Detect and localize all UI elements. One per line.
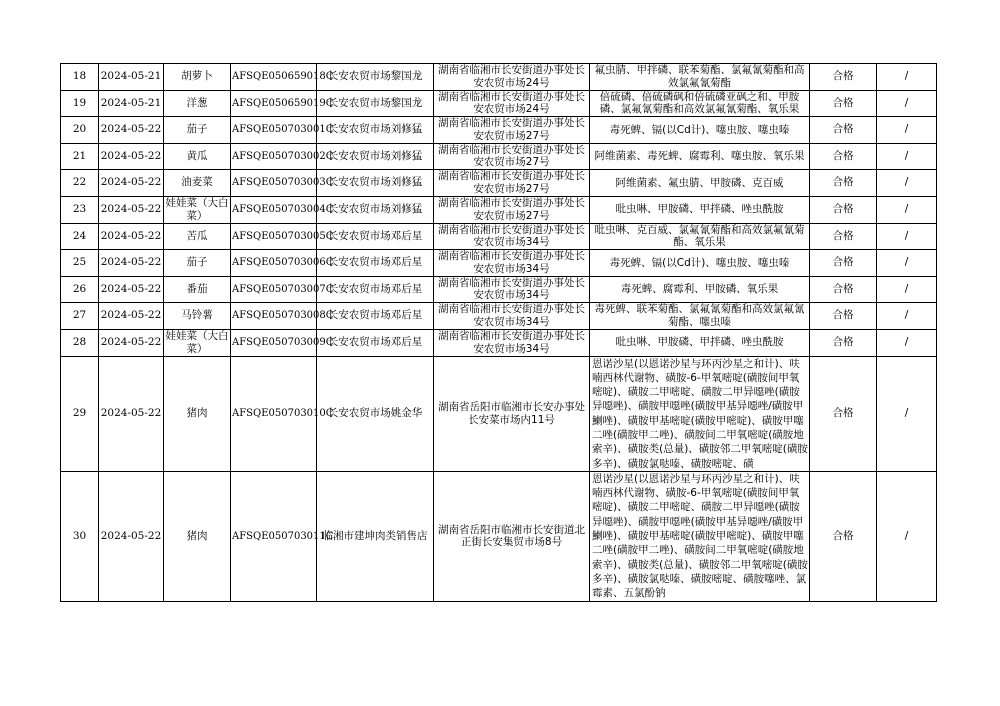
sample-code: AFSQE050703006C (231, 250, 317, 277)
food-name: 茄子 (164, 117, 231, 144)
remark: / (877, 64, 937, 91)
sample-date: 2024-05-22 (99, 329, 164, 356)
row-number: 28 (61, 329, 99, 356)
test-items: 倍硫磷、倍硫磷砜和倍硫磷亚砜之和、甲胺磷、氯氟氰菊酯和高效氯氟氰菊酯、氧乐果 (590, 90, 810, 117)
vendor-address: 湖南省临湘市长安街道办事处长安农贸市场34号 (434, 223, 590, 250)
row-number: 30 (61, 471, 99, 601)
table-row (61, 64, 937, 91)
table-row (61, 329, 937, 356)
test-items: 吡虫啉、甲胺磷、甲拌磷、唑虫酰胺 (590, 196, 810, 223)
remark: / (877, 471, 937, 601)
market-vendor: 长安农贸市场邓后星 (317, 303, 434, 330)
vendor-address: 湖南省临湘市长安街道办事处长安农贸市场34号 (434, 250, 590, 277)
row-number: 25 (61, 250, 99, 277)
inspection-results-table (60, 63, 937, 602)
market-vendor: 临湘市建坤肉类销售店 (317, 471, 434, 601)
market-vendor: 长安农贸市场刘修猛 (317, 196, 434, 223)
table-row (61, 303, 937, 330)
sample-code: AFSQE050703011C (231, 471, 317, 601)
row-number: 19 (61, 90, 99, 117)
test-result: 合格 (810, 64, 877, 91)
remark: / (877, 90, 937, 117)
food-name: 猪肉 (164, 356, 231, 471)
sample-date: 2024-05-22 (99, 170, 164, 197)
market-vendor: 长安农贸市场刘修猛 (317, 143, 434, 170)
test-result: 合格 (810, 170, 877, 197)
market-vendor: 长安农贸市场邓后星 (317, 223, 434, 250)
test-result: 合格 (810, 303, 877, 330)
sample-code: AFSQE050703004C (231, 196, 317, 223)
food-name: 胡萝卜 (164, 64, 231, 91)
test-items: 阿维菌素、毒死蜱、腐霉利、噻虫胺、氧乐果 (590, 143, 810, 170)
food-name: 茄子 (164, 250, 231, 277)
sample-date: 2024-05-22 (99, 471, 164, 601)
test-result: 合格 (810, 276, 877, 303)
vendor-address: 湖南省临湘市长安街道办事处长安农贸市场34号 (434, 303, 590, 330)
sample-date: 2024-05-22 (99, 223, 164, 250)
sample-date: 2024-05-22 (99, 303, 164, 330)
food-name: 油麦菜 (164, 170, 231, 197)
remark: / (877, 250, 937, 277)
sample-code: AFSQE050703002C (231, 143, 317, 170)
vendor-address: 湖南省岳阳市临湘市长安街道北正街长安集贸市场8号 (434, 471, 590, 601)
food-name: 猪肉 (164, 471, 231, 601)
sample-date: 2024-05-22 (99, 143, 164, 170)
table-row (61, 117, 937, 144)
market-vendor: 长安农贸市场黎国龙 (317, 64, 434, 91)
test-result: 合格 (810, 196, 877, 223)
sample-code: AFSQE050659018C (231, 64, 317, 91)
table-row (61, 250, 937, 277)
row-number: 29 (61, 356, 99, 471)
sample-date: 2024-05-22 (99, 117, 164, 144)
market-vendor: 长安农贸市场姚金华 (317, 356, 434, 471)
test-result: 合格 (810, 329, 877, 356)
food-name: 黄瓜 (164, 143, 231, 170)
food-name: 娃娃菜（大白菜） (165, 196, 229, 222)
remark: / (877, 329, 937, 356)
table-row (61, 90, 937, 117)
table-row (61, 170, 937, 197)
market-vendor: 长安农贸市场刘修猛 (317, 117, 434, 144)
vendor-address: 湖南省临湘市长安街道办事处长安农贸市场27号 (434, 143, 590, 170)
sample-date: 2024-05-22 (99, 250, 164, 277)
market-vendor: 长安农贸市场邓后星 (317, 329, 434, 356)
row-number: 23 (61, 196, 99, 223)
sample-code: AFSQE050659019C (231, 90, 317, 117)
food-name: 马铃薯 (164, 303, 231, 330)
remark: / (877, 117, 937, 144)
table-row (61, 276, 937, 303)
remark: / (877, 196, 937, 223)
vendor-address: 湖南省临湘市长安街道办事处长安农贸市场27号 (434, 117, 590, 144)
market-vendor: 长安农贸市场黎国龙 (317, 90, 434, 117)
test-items: 毒死蜱、镉(以Cd计)、噻虫胺、噻虫嗪 (590, 250, 810, 277)
table-row (61, 356, 937, 471)
row-number: 21 (61, 143, 99, 170)
sample-date: 2024-05-22 (99, 196, 164, 223)
test-items: 毒死蜱、腐霉利、甲胺磷、氧乐果 (590, 276, 810, 303)
sample-code: AFSQE050703007C (231, 276, 317, 303)
sample-code: AFSQE050703010C (231, 356, 317, 471)
test-items: 恩诺沙星(以恩诺沙星与环丙沙星之和计)、呋喃西林代谢物、磺胺-6-甲氧嘧啶(磺胺间甲氧嘧啶)、磺胺二甲嘧啶、磺胺二甲异噁唑(磺胺异噁唑)、磺胺甲噁唑(磺胺甲基异噁唑/磺胺甲鯻唑)、磺胺甲基嘧啶(磺胺甲嘧啶)、磺胺甲噻二唑(磺胺甲二唑)、磺胺间二甲氧嘧啶(磺胺地索辛)、磺胺类(总量)、磺胺邻二甲氧嘧啶(磺胺多辛)、磺胺氯哒嗪、磺胺嘧啶、磺胺噻唑、氯霉素、五氯酚钠 (590, 471, 810, 601)
test-result: 合格 (810, 143, 877, 170)
table-row (61, 223, 937, 250)
sample-date: 2024-05-21 (99, 90, 164, 117)
row-number: 20 (61, 117, 99, 144)
row-number: 27 (61, 303, 99, 330)
test-items: 毒死蜱、联苯菊酯、氯氟氰菊酯和高效氯氟氰菊酯、噻虫嗪 (590, 303, 810, 330)
vendor-address: 湖南省临湘市长安街道办事处长安农贸市场34号 (434, 329, 590, 356)
test-result: 合格 (810, 471, 877, 601)
test-items: 吡虫啉、克百威、氯氟氰菊酯和高效氯氟氰菊酯、氧乐果 (590, 223, 810, 250)
vendor-address: 湖南省临湘市长安街道办事处长安农贸市场27号 (434, 196, 590, 223)
table-row (61, 471, 937, 601)
remark: / (877, 303, 937, 330)
row-number: 26 (61, 276, 99, 303)
food-name: 苦瓜 (164, 223, 231, 250)
table-row (61, 196, 937, 223)
vendor-address: 湖南省临湘市长安街道办事处长安农贸市场24号 (434, 90, 590, 117)
table-body (61, 64, 937, 602)
sample-code: AFSQE050703005C (231, 223, 317, 250)
remark: / (877, 276, 937, 303)
remark: / (877, 223, 937, 250)
test-result: 合格 (810, 250, 877, 277)
sample-date: 2024-05-22 (99, 276, 164, 303)
sample-code: AFSQE050703009C (231, 329, 317, 356)
food-name: 娃娃菜（大白菜） (165, 329, 229, 355)
test-result: 合格 (810, 90, 877, 117)
market-vendor: 长安农贸市场刘修猛 (317, 170, 434, 197)
sample-code: AFSQE050703003C (231, 170, 317, 197)
vendor-address: 湖南省临湘市长安街道办事处长安农贸市场27号 (434, 170, 590, 197)
test-result: 合格 (810, 223, 877, 250)
vendor-address: 湖南省岳阳市临湘市长安办事处长安菜市场内11号 (434, 356, 590, 471)
test-result: 合格 (810, 117, 877, 144)
test-items: 吡虫啉、甲胺磷、甲拌磷、唑虫酰胺 (590, 329, 810, 356)
sample-code: AFSQE050703008C (231, 303, 317, 330)
test-items: 恩诺沙星(以恩诺沙星与环丙沙星之和计)、呋喃西林代谢物、磺胺-6-甲氧嘧啶(磺胺间甲氧嘧啶)、磺胺二甲嘧啶、磺胺二甲异噁唑(磺胺异噁唑)、磺胺甲噁唑(磺胺甲基异噁唑/磺胺甲鯻唑)、磺胺甲基嘧啶(磺胺甲嘧啶)、磺胺甲噻二唑(磺胺甲二唑)、磺胺间二甲氧嘧啶(磺胺地索辛)、磺胺类(总量)、磺胺邻二甲氧嘧啶(磺胺多辛)、磺胺氯哒嗪、磺胺嘧啶、磺 (590, 356, 810, 471)
vendor-address: 湖南省临湘市长安街道办事处长安农贸市场34号 (434, 276, 590, 303)
table-row (61, 143, 937, 170)
market-vendor: 长安农贸市场邓后星 (317, 276, 434, 303)
sample-date: 2024-05-22 (99, 356, 164, 471)
test-items: 毒死蜱、镉(以Cd计)、噻虫胺、噻虫嗪 (590, 117, 810, 144)
test-items: 阿维菌素、氟虫腈、甲胺磷、克百威 (590, 170, 810, 197)
test-items: 氟虫腈、甲拌磷、联苯菊酯、氯氟氰菊酯和高效氯氟氰菊酯 (590, 64, 810, 91)
sample-date: 2024-05-21 (99, 64, 164, 91)
food-name: 洋葱 (164, 90, 231, 117)
remark: / (877, 356, 937, 471)
remark: / (877, 170, 937, 197)
test-result: 合格 (810, 356, 877, 471)
vendor-address: 湖南省临湘市长安街道办事处长安农贸市场24号 (434, 64, 590, 91)
remark: / (877, 143, 937, 170)
row-number: 22 (61, 170, 99, 197)
row-number: 24 (61, 223, 99, 250)
sample-code: AFSQE050703001C (231, 117, 317, 144)
row-number: 18 (61, 64, 99, 91)
food-name: 番茄 (164, 276, 231, 303)
market-vendor: 长安农贸市场邓后星 (317, 250, 434, 277)
